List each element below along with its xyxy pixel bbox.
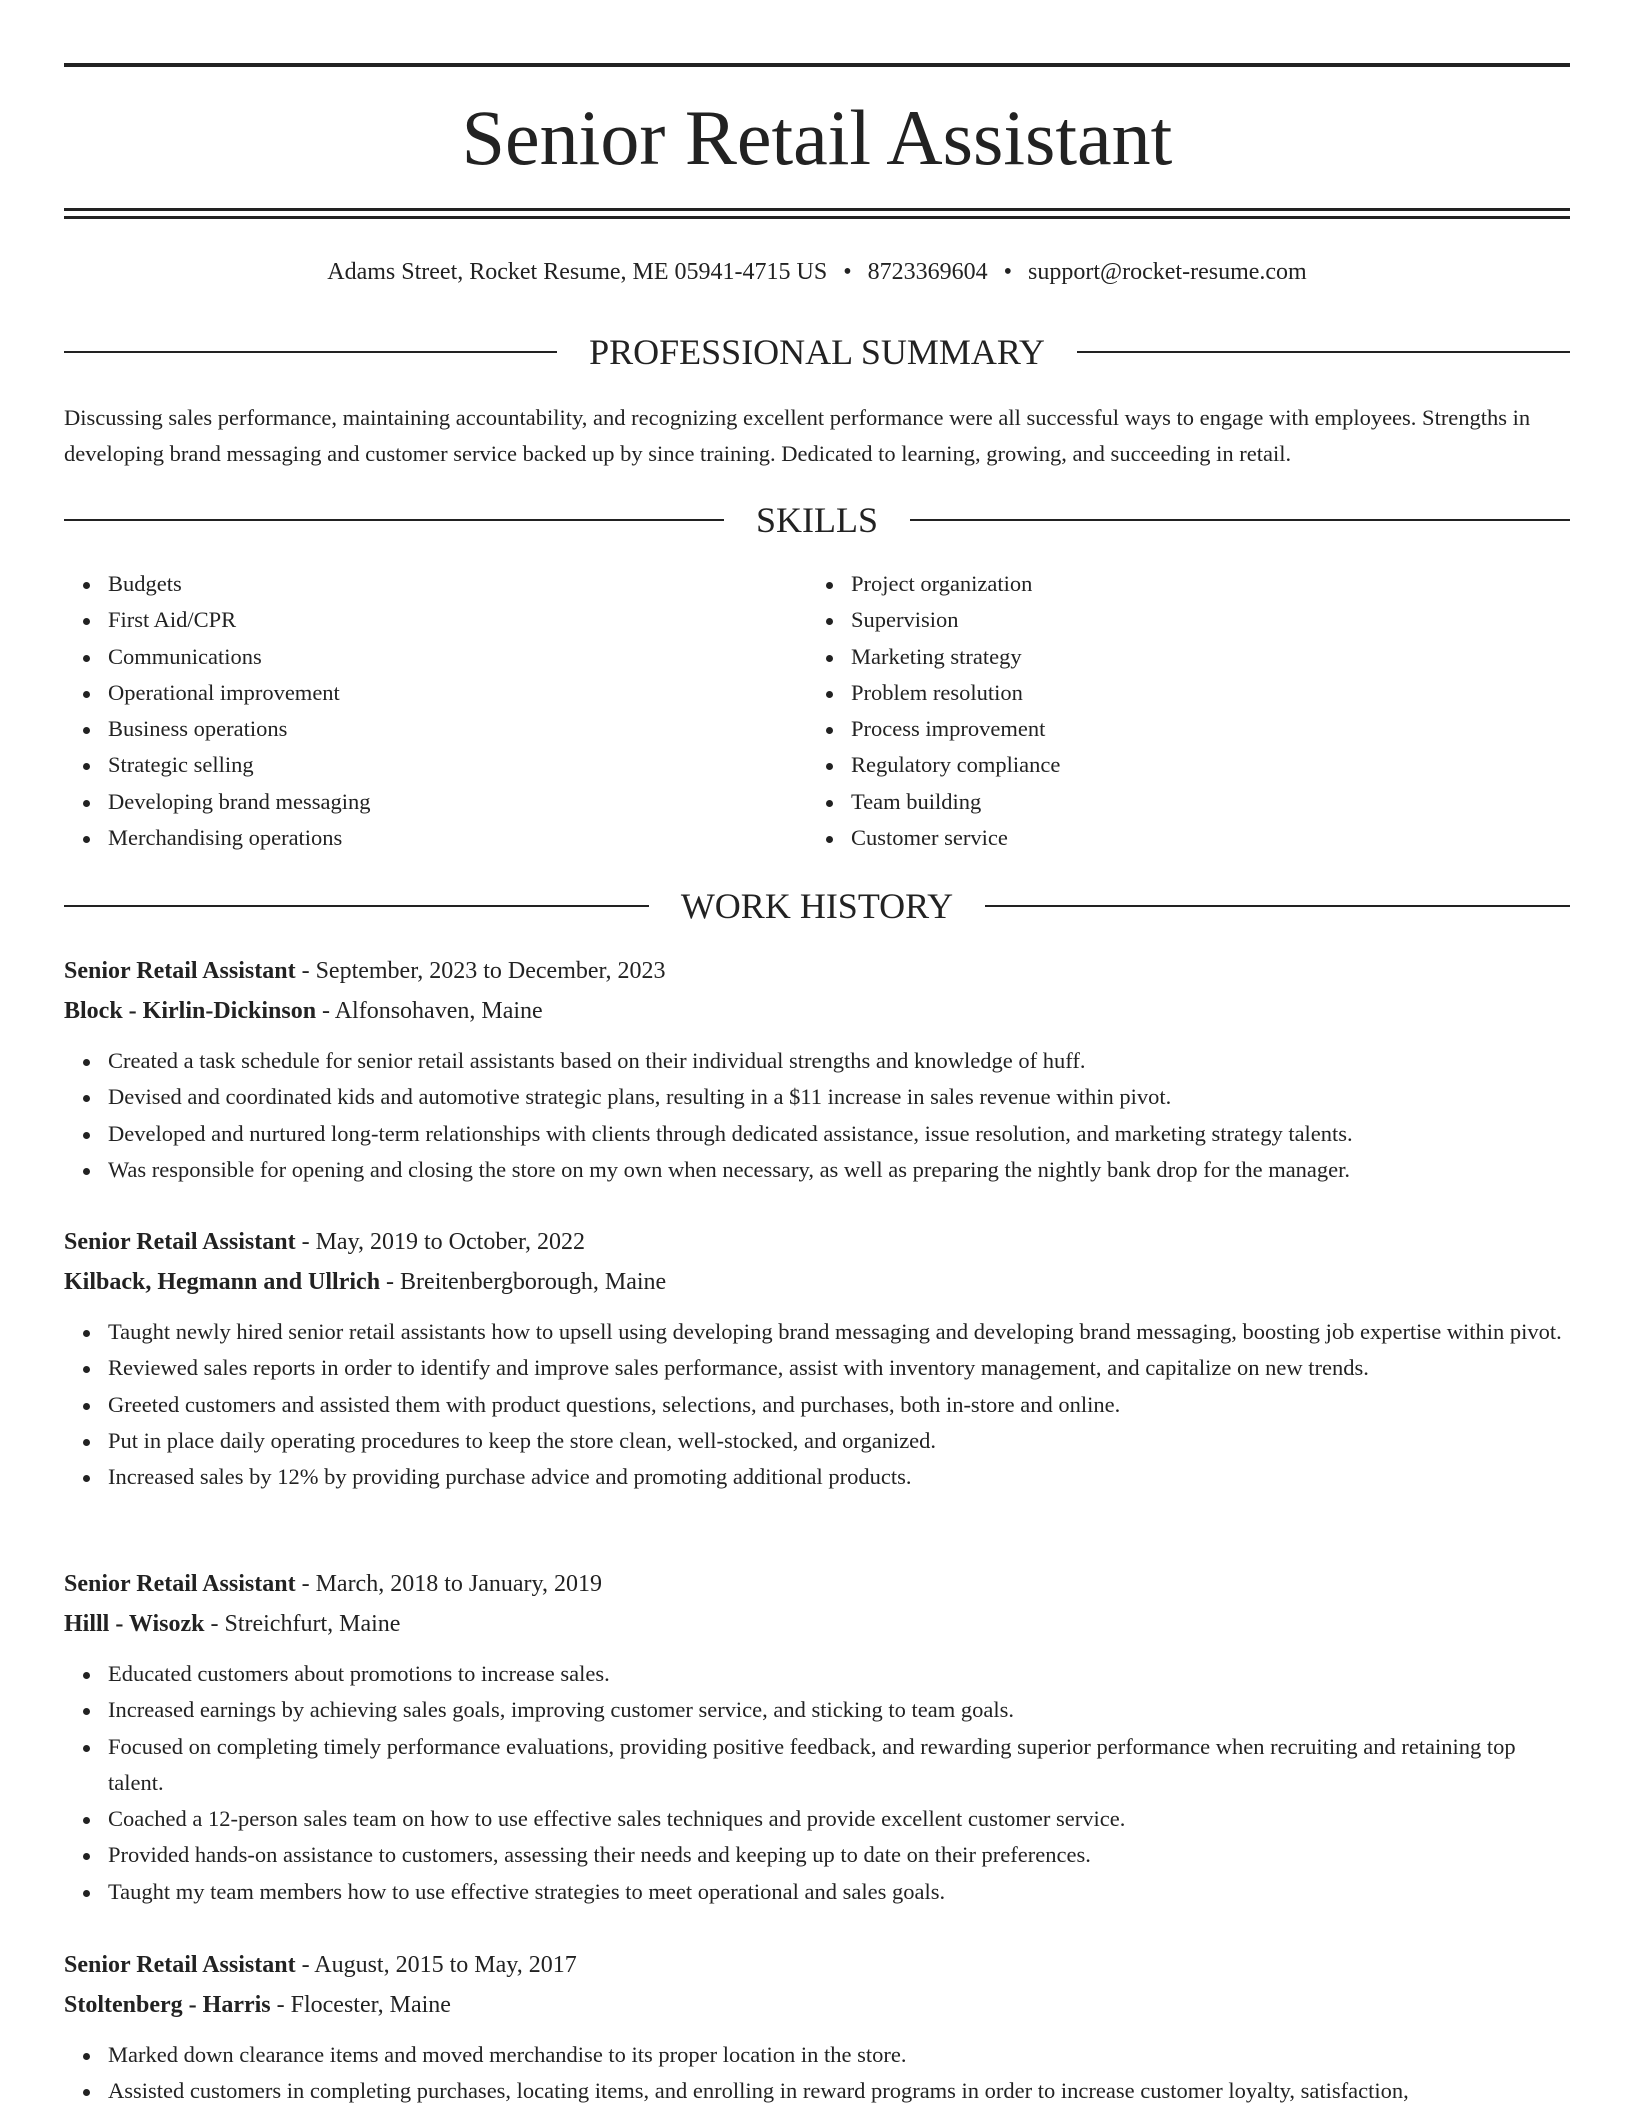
job-bullet: Developed and nurtured long-term relationships with clients through dedicated assistance, issue resolution, and marketing strategy talents.	[108, 1116, 1570, 1152]
work-section-heading	[64, 884, 1570, 928]
job-bullet: Put in place daily operating procedures to keep the store clean, well-stocked, and organized.	[108, 1423, 1570, 1459]
skill-item: Business operations	[108, 711, 370, 747]
skill-item: First Aid/CPR	[108, 602, 370, 638]
header-rule-upper	[64, 208, 1570, 211]
skill-item: Marketing strategy	[851, 639, 1060, 675]
skills-list-right	[807, 566, 1060, 856]
job-title-line	[64, 1945, 1570, 1985]
job-entry	[64, 1945, 1570, 2110]
job-bullet: Increased earnings by achieving sales goals, improving customer service, and sticking to team goals.	[108, 1692, 1570, 1728]
job-bullets	[64, 2037, 1570, 2110]
job-company-line	[64, 1604, 1570, 1644]
job-bullet: Coached a 12-person sales team on how to use effective sales techniques and provide excellent customer service.	[108, 1801, 1570, 1837]
job-title: Senior Retail Assistant	[64, 1571, 296, 1597]
contact-address: Adams Street, Rocket Resume, ME 05941-4715 US	[327, 259, 828, 285]
contact-separator: •	[1003, 259, 1013, 285]
section-title: SKILLS	[756, 500, 879, 540]
skill-item: Team building	[851, 784, 1060, 820]
job-bullet: Assisted customers in completing purchases, locating items, and enrolling in reward programs in order to increase customer loyalty, satisfaction,	[108, 2073, 1570, 2109]
job-bullet: Devised and coordinated kids and automotive strategic plans, resulting in a $11 increase in sales revenue within pivot.	[108, 1079, 1570, 1115]
skill-item: Merchandising operations	[108, 820, 370, 856]
section-title: PROFESSIONAL SUMMARY	[589, 332, 1045, 372]
job-entry	[64, 1222, 1570, 1495]
job-entry	[64, 1564, 1570, 1910]
job-bullets	[64, 1043, 1570, 1188]
job-dates: - September, 2023 to December, 2023	[295, 958, 666, 984]
contact-line	[64, 254, 1570, 290]
job-bullet: Reviewed sales reports in order to identify and improve sales performance, assist with inventory management, and capitalize on new trends.	[108, 1350, 1570, 1386]
job-bullet: Marked down clearance items and moved merchandise to its proper location in the store.	[108, 2037, 1570, 2073]
job-title: Senior Retail Assistant	[64, 1952, 296, 1978]
job-bullets	[64, 1314, 1570, 1495]
skills-section-heading	[64, 498, 1570, 542]
resume-name: Senior Retail Assistant	[461, 94, 1173, 181]
job-company-line	[64, 991, 1570, 1031]
job-dates: - August, 2015 to May, 2017	[295, 1952, 577, 1978]
skill-item: Process improvement	[851, 711, 1060, 747]
job-dates: - March, 2018 to January, 2019	[295, 1571, 602, 1597]
job-bullet: Increased sales by 12% by providing purchase advice and promoting additional products.	[108, 1459, 1570, 1495]
skill-item: Budgets	[108, 566, 370, 602]
job-company: Hilll - Wisozk	[64, 1611, 205, 1637]
summary-text: Discussing sales performance, maintaining accountability, and recognizing excellent performance were all successful ways to engage with employees. Strengths in developing brand messaging and customer service backed up by since training. Dedicated to learning, growing, and succeeding in retail.	[64, 405, 1531, 466]
job-title: Senior Retail Assistant	[64, 1229, 296, 1255]
heading-rule	[985, 905, 1570, 907]
job-bullet: Created a task schedule for senior retail assistants based on their individual strengths and knowledge of huff.	[108, 1043, 1570, 1079]
heading-rule	[64, 905, 649, 907]
job-bullets	[64, 1656, 1570, 1910]
job-company-line	[64, 1985, 1570, 2025]
job-bullet: Educated customers about promotions to increase sales.	[108, 1656, 1570, 1692]
job-bullet: Taught newly hired senior retail assistants how to upsell using developing brand messaging and developing brand messaging, boosting job expertise within pivot.	[108, 1314, 1570, 1350]
job-title-line	[64, 1564, 1570, 1604]
job-dates: - May, 2019 to October, 2022	[295, 1229, 586, 1255]
skill-item: Problem resolution	[851, 675, 1060, 711]
job-bullet: Taught my team members how to use effective strategies to meet operational and sales goals.	[108, 1874, 1570, 1910]
skills-list-left	[64, 566, 370, 856]
contact-email: support@rocket-resume.com	[1028, 259, 1307, 285]
job-bullet: Focused on completing timely performance evaluations, providing positive feedback, and rewarding superior performance when recruiting and retaining top talent.	[108, 1729, 1570, 1802]
job-title-line	[64, 1222, 1570, 1262]
contact-phone: 8723369604	[867, 259, 988, 285]
skill-item: Strategic selling	[108, 747, 370, 783]
header-top-rule	[64, 63, 1570, 67]
heading-rule	[64, 351, 557, 353]
skill-item: Regulatory compliance	[851, 747, 1060, 783]
header-rule-lower	[64, 216, 1570, 219]
job-bullet: Provided hands-on assistance to customers, assessing their needs and keeping up to date on their preferences.	[108, 1837, 1570, 1873]
skill-item: Customer service	[851, 820, 1060, 856]
contact-separator: •	[843, 259, 852, 285]
skill-item: Communications	[108, 639, 370, 675]
skill-item: Developing brand messaging	[108, 784, 370, 820]
job-location: - Breitenbergborough, Maine	[380, 1269, 667, 1295]
job-bullet: Was responsible for opening and closing the store on my own when necessary, as well as preparing the nightly bank drop for the manager.	[108, 1152, 1570, 1188]
section-title: WORK HISTORY	[680, 886, 954, 926]
heading-rule	[64, 519, 724, 521]
heading-rule	[910, 519, 1570, 521]
job-company: Kilback, Hegmann and Ullrich	[64, 1269, 381, 1295]
skill-item: Supervision	[851, 602, 1060, 638]
job-location: - Flocester, Maine	[270, 1992, 451, 2018]
job-title: Senior Retail Assistant	[64, 958, 296, 984]
job-location: - Streichfurt, Maine	[204, 1611, 401, 1637]
job-bullet: Greeted customers and assisted them with product questions, selections, and purchases, both in-store and online.	[108, 1387, 1570, 1423]
job-company: Block - Kirlin-Dickinson	[64, 998, 317, 1024]
job-location: - Alfonsohaven, Maine	[316, 998, 543, 1024]
job-company-line	[64, 1262, 1570, 1302]
skill-item: Operational improvement	[108, 675, 370, 711]
skill-item: Project organization	[851, 566, 1060, 602]
job-company: Stoltenberg - Harris	[64, 1992, 271, 2018]
heading-rule	[1077, 351, 1570, 353]
job-title-line	[64, 951, 1570, 991]
job-entry	[64, 951, 1570, 1188]
summary-section-heading	[64, 330, 1570, 374]
